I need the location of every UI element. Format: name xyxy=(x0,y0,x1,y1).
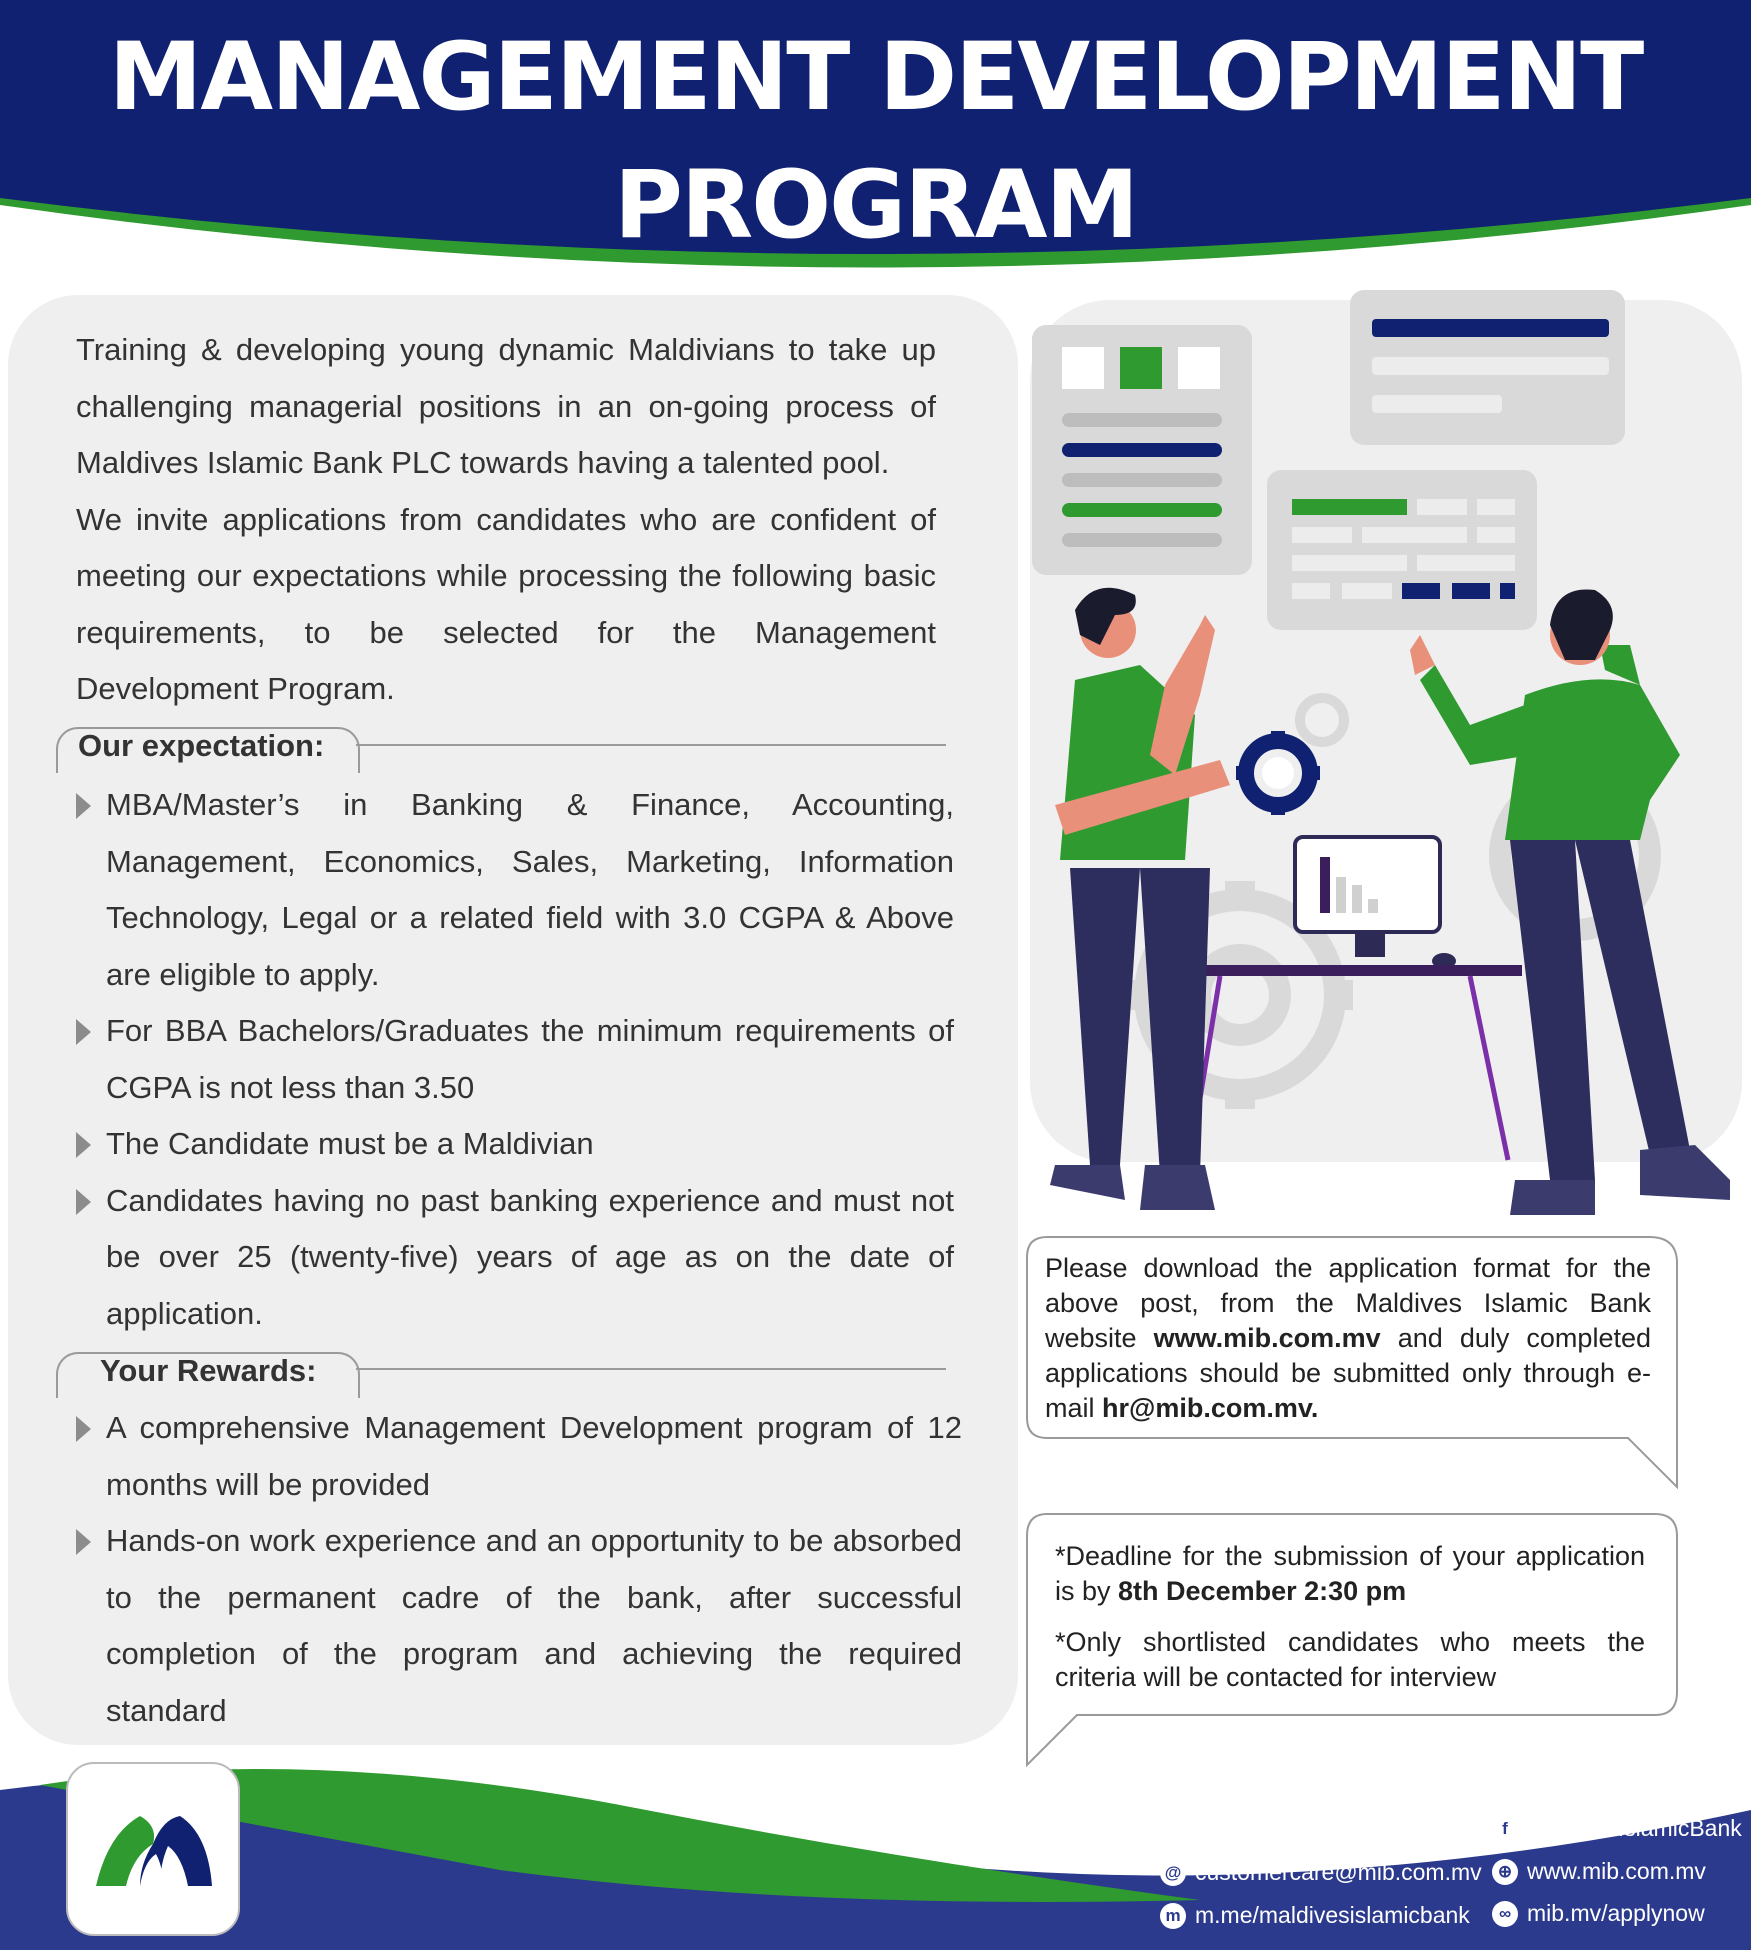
expectation-heading: Our expectation: xyxy=(78,728,325,763)
bullet-arrow-icon xyxy=(76,793,91,819)
person-left-illustration xyxy=(1050,588,1230,1210)
shortlist-note: *Only shortlisted candidates who meets the criteria will be contacted for interview xyxy=(1055,1627,1645,1692)
email-link[interactable]: hr@mib.com.mv. xyxy=(1102,1393,1319,1423)
application-instructions: Please download the application format for the above post, from the Maldives Islamic Bank website www.mib.com.mv and duly completed applications should be submitted only through e-mail hr@mib.com.mv. xyxy=(1045,1253,1651,1423)
bullet-arrow-icon xyxy=(76,1416,91,1442)
apply-link-contact[interactable]: ∞ mib.mv/applynow xyxy=(1492,1900,1705,1927)
title-line-2: PROGRAM xyxy=(613,151,1137,260)
intro-paragraph-1: Training & developing young dynamic Maldivians to take up challenging managerial positions in an on-going process of Maldives Islamic Bank PLC towards having a talented pool. xyxy=(76,332,936,480)
expectation-item: Candidates having no past banking experience and must not be over 25 (twenty-five) years of age as on the date of application. xyxy=(106,1173,954,1343)
dashboard-card-1 xyxy=(1032,325,1252,575)
link-icon: ∞ xyxy=(1492,1901,1518,1927)
bullet-arrow-icon xyxy=(76,1019,91,1045)
intro-paragraph-2: We invite applications from candidates who are confident of meeting our expectations while processing the following basic requirements, to be selected for the Management Development Program. xyxy=(76,501,936,706)
bullet-arrow-icon xyxy=(76,1529,91,1555)
bank-logo xyxy=(66,1762,240,1936)
rewards-heading: Your Rewards: xyxy=(100,1353,317,1388)
rewards-divider xyxy=(356,1368,946,1370)
email-contact[interactable]: @ customercare@mib.com.mv xyxy=(1160,1859,1482,1886)
website-link[interactable]: www.mib.com.mv xyxy=(1153,1323,1381,1353)
title-line-1: MANAGEMENT DEVELOPMENT xyxy=(108,23,1643,132)
footer-banner xyxy=(0,1750,1751,1950)
intro-text xyxy=(76,322,936,718)
small-gear-icon xyxy=(1300,698,1344,742)
expectation-list xyxy=(106,777,954,1342)
reward-item: Hands-on work experience and an opportunity to be absorbed to the permanent cadre of the bank, after successful completion of the program and achieving the required standard xyxy=(106,1513,962,1739)
bullet-arrow-icon xyxy=(76,1132,91,1158)
rewards-list xyxy=(106,1400,962,1739)
deadline-notes xyxy=(1055,1539,1645,1695)
at-icon: @ xyxy=(1160,1860,1186,1886)
gear-icon xyxy=(1236,731,1320,815)
reward-item: A comprehensive Management Development program of 12 months will be provided xyxy=(106,1400,962,1513)
page-title xyxy=(0,14,1751,270)
person-right-illustration xyxy=(1410,589,1730,1215)
dashboard-card-2 xyxy=(1350,290,1625,445)
dashboard-card-3 xyxy=(1267,470,1537,630)
mib-logo-icon xyxy=(68,1764,238,1934)
messenger-contact[interactable]: m m.me/maldivesislamicbank xyxy=(1160,1902,1470,1929)
facebook-icon: f xyxy=(1492,1816,1518,1842)
website-contact[interactable]: ⊕ www.mib.com.mv xyxy=(1492,1858,1706,1885)
facebook-contact[interactable]: f MaldivesIslamicBank xyxy=(1492,1815,1742,1842)
expectation-item: The Candidate must be a Maldivian xyxy=(106,1116,954,1173)
deadline-text: *Deadline for the submission of your application is by 8th December 2:30 pm xyxy=(1055,1541,1645,1606)
globe-icon: ⊕ xyxy=(1492,1859,1518,1885)
messenger-icon: m xyxy=(1160,1903,1186,1929)
expectation-divider xyxy=(356,744,946,746)
expectation-item: For BBA Bachelors/Graduates the minimum requirements of CGPA is not less than 3.50 xyxy=(106,1003,954,1116)
bullet-arrow-icon xyxy=(76,1189,91,1215)
expectation-item: MBA/Master’s in Banking & Finance, Accounting, Management, Economics, Sales, Marketing, Information Technology, Legal or a related field with 3.0 CGPA & Above are eligible to apply. xyxy=(106,777,954,1003)
team-illustration xyxy=(990,285,1750,1215)
